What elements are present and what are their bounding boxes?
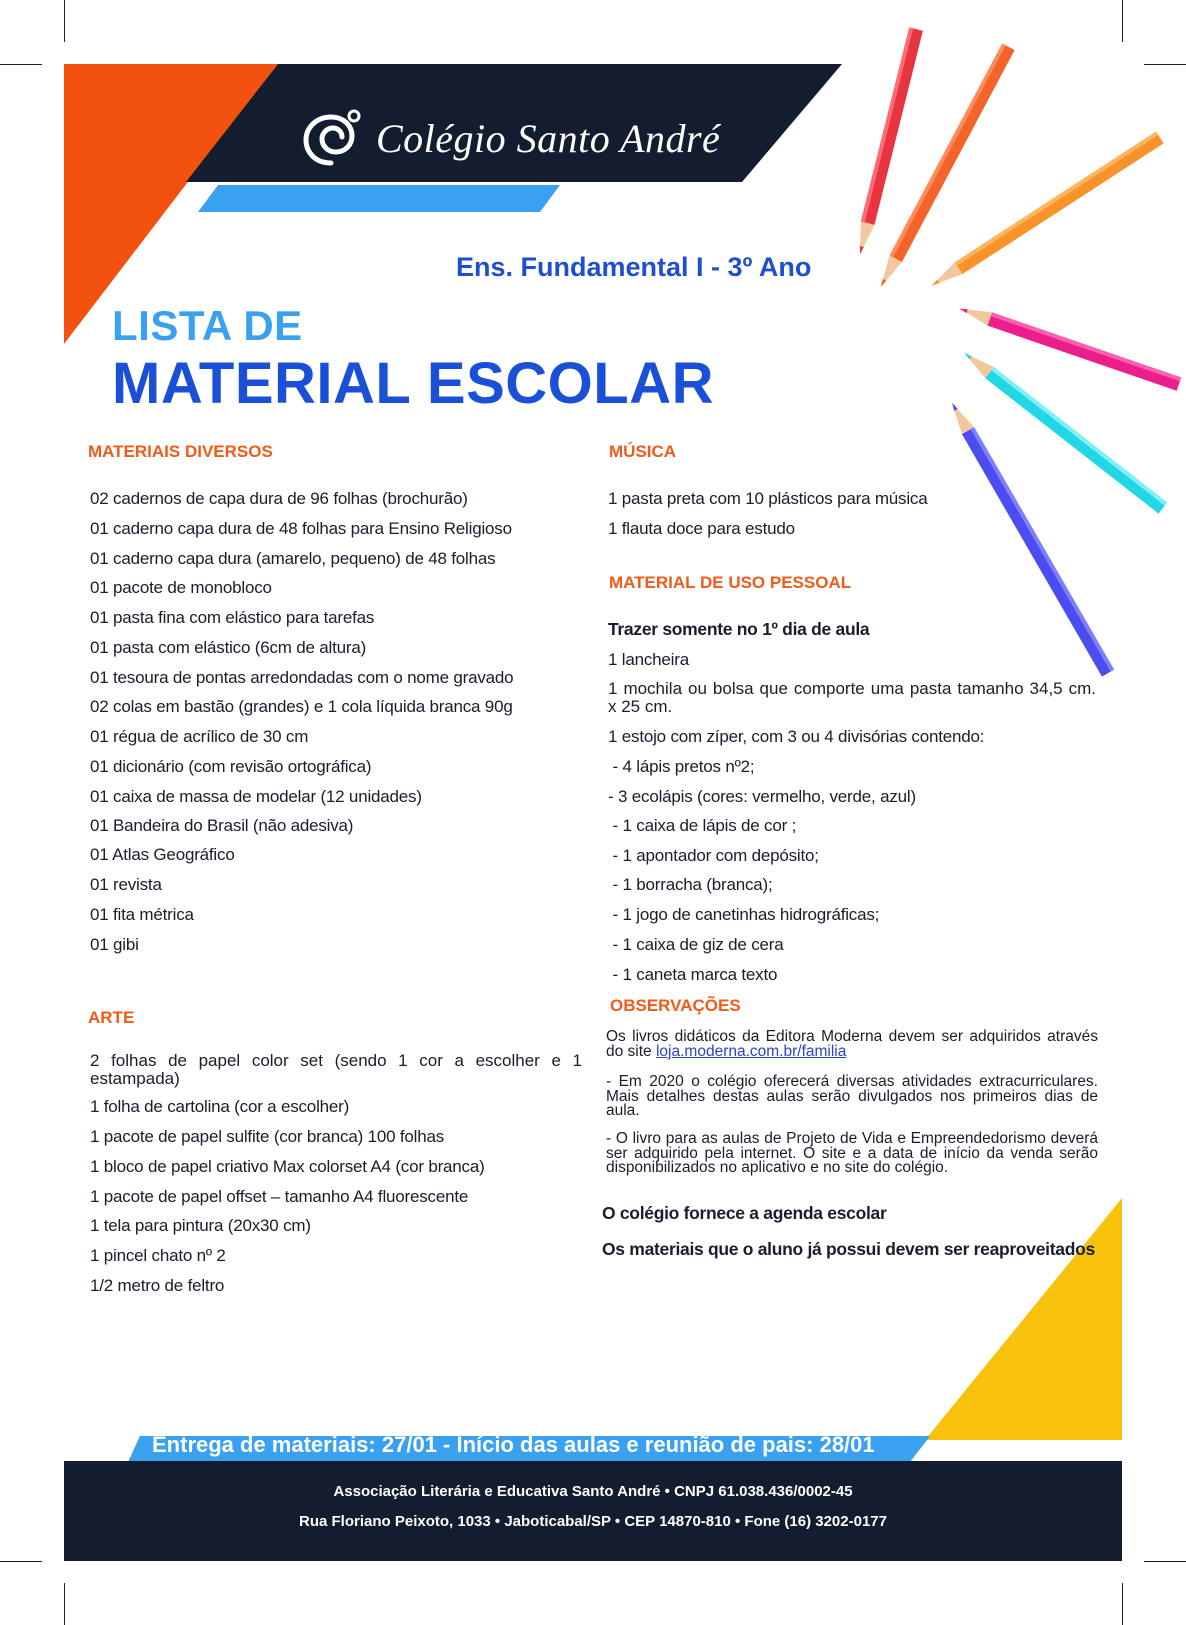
section-heading-materiais-diversos: MATERIAIS DIVERSOS bbox=[88, 442, 273, 461]
list-item: 1 pasta preta com 10 plásticos para música bbox=[608, 489, 928, 508]
list-item: - 1 jogo de canetinhas hidrográficas; bbox=[608, 905, 880, 924]
swirl-logo-icon bbox=[300, 107, 362, 169]
section-heading-musica: MÚSICA bbox=[609, 442, 677, 461]
title-line-1: LISTA DE bbox=[112, 302, 303, 349]
observation-livros bbox=[606, 1030, 1098, 1059]
list-item: 01 régua de acrílico de 30 cm bbox=[90, 727, 309, 746]
list-item: - 4 lápis pretos nº2; bbox=[608, 757, 755, 776]
observation-livros-text: Os livros didáticos da Editora Moderna devem ser adquiridos através do site bbox=[606, 1028, 1098, 1060]
list-item: 1 estojo com zíper, com 3 ou 4 divisórias contendo: bbox=[608, 727, 985, 746]
list-item: 1 tela para pintura (20x30 cm) bbox=[90, 1216, 311, 1235]
list-item: 02 colas em bastão (grandes) e 1 cola líquida branca 90g bbox=[90, 697, 513, 716]
list-item: 2 folhas de papel color set (sendo 1 cor a escolher e 1 estampada) bbox=[90, 1051, 582, 1088]
grade-label: Ens. Fundamental I - 3º Ano bbox=[456, 252, 812, 282]
list-item: 01 caixa de massa de modelar (12 unidades) bbox=[90, 787, 422, 806]
list-item: 01 revista bbox=[90, 875, 162, 894]
section-heading-observacoes: OBSERVAÇÕES bbox=[610, 996, 741, 1015]
list-item: 1 mochila ou bolsa que comporte uma pasta tamanho 34,5 cm. x 25 cm. bbox=[608, 679, 1096, 716]
list-item: 1 pacote de papel sulfite (cor branca) 100 folhas bbox=[90, 1127, 445, 1146]
school-name: Colégio Santo André bbox=[376, 115, 721, 161]
list-item: 01 fita métrica bbox=[90, 905, 194, 924]
list-item: 01 caderno capa dura (amarelo, pequeno) de 48 folhas bbox=[90, 549, 496, 568]
note-reaproveitar: Os materiais que o aluno já possui devem ser reaproveitados bbox=[602, 1239, 1095, 1259]
list-item: - 1 borracha (branca); bbox=[608, 875, 773, 894]
section-heading-uso-pessoal: MATERIAL DE USO PESSOAL bbox=[609, 573, 852, 592]
title-line-2: MATERIAL ESCOLAR bbox=[112, 351, 714, 416]
list-item: 01 tesoura de pontas arredondadas com o nome gravado bbox=[90, 668, 514, 687]
list-item: - 1 caneta marca texto bbox=[608, 965, 778, 984]
list-item: - 3 ecolápis (cores: vermelho, verde, azul) bbox=[608, 787, 916, 806]
list-item: - 1 apontador com depósito; bbox=[608, 846, 819, 865]
list-item: 1 folha de cartolina (cor a escolher) bbox=[90, 1097, 350, 1116]
delivery-banner: Entrega de materiais: 27/01 - Início das aulas e reunião de pais: 28/01 bbox=[152, 1432, 875, 1457]
footer-line-2: Rua Floriano Peixoto, 1033 • Jaboticabal/SP • CEP 14870-810 • Fone (16) 3202-0177 bbox=[299, 1513, 887, 1530]
pencil-blue-icon bbox=[946, 399, 1114, 676]
school-logo bbox=[300, 106, 720, 170]
list-item: 01 pasta com elástico (6cm de altura) bbox=[90, 638, 367, 657]
subheading-primeiro-dia: Trazer somente no 1º dia de aula bbox=[608, 619, 870, 639]
list-item: - 1 caixa de lápis de cor ; bbox=[608, 816, 797, 835]
section-heading-arte: ARTE bbox=[88, 1008, 135, 1027]
note-agenda: O colégio fornece a agenda escolar bbox=[602, 1203, 887, 1223]
observation-projeto-de-vida: - O livro para as aulas de Projeto de Vida e Empreendedorismo deverá ser adquirido pela internet. O site e a data de início da venda serão disponibilizados no aplicativo e no site do colégio. bbox=[606, 1130, 1098, 1176]
list-item: 1 bloco de papel criativo Max colorset A4 (cor branca) bbox=[90, 1157, 485, 1176]
list-item: 01 pasta fina com elástico para tarefas bbox=[90, 608, 375, 627]
list-item: 01 gibi bbox=[90, 935, 139, 954]
list-item: 1/2 metro de feltro bbox=[90, 1276, 225, 1295]
list-item: 01 pacote de monobloco bbox=[90, 578, 272, 597]
list-item: 01 caderno capa dura de 48 folhas para Ensino Religioso bbox=[90, 519, 512, 538]
pencil-light-orange-icon bbox=[928, 132, 1164, 292]
footer bbox=[64, 1461, 1122, 1561]
footer-line-1: Associação Literária e Educativa Santo André • CNPJ 61.038.436/0002-45 bbox=[333, 1483, 853, 1500]
list-item: 01 Atlas Geográfico bbox=[90, 845, 235, 864]
loja-moderna-link[interactable]: loja.moderna.com.br/familia bbox=[655, 1042, 847, 1060]
list-item: 1 flauta doce para estudo bbox=[608, 519, 795, 538]
list-item: - 1 caixa de giz de cera bbox=[608, 935, 784, 954]
list-item: 01 Bandeira do Brasil (não adesiva) bbox=[90, 816, 354, 835]
list-item: 1 lancheira bbox=[608, 650, 689, 669]
list-item: 01 dicionário (com revisão ortográfica) bbox=[90, 757, 372, 776]
observation-atividades: - Em 2020 o colégio oferecerá diversas atividades extracurriculares. Mais detalhes destas aulas serão divulgados nos primeiros dias de aula. bbox=[606, 1073, 1098, 1119]
list-item: 1 pacote de papel offset – tamanho A4 fluorescente bbox=[90, 1187, 469, 1206]
list-item: 02 cadernos de capa dura de 96 folhas (brochurão) bbox=[90, 489, 468, 508]
list-item: 1 pincel chato nº 2 bbox=[90, 1246, 226, 1265]
